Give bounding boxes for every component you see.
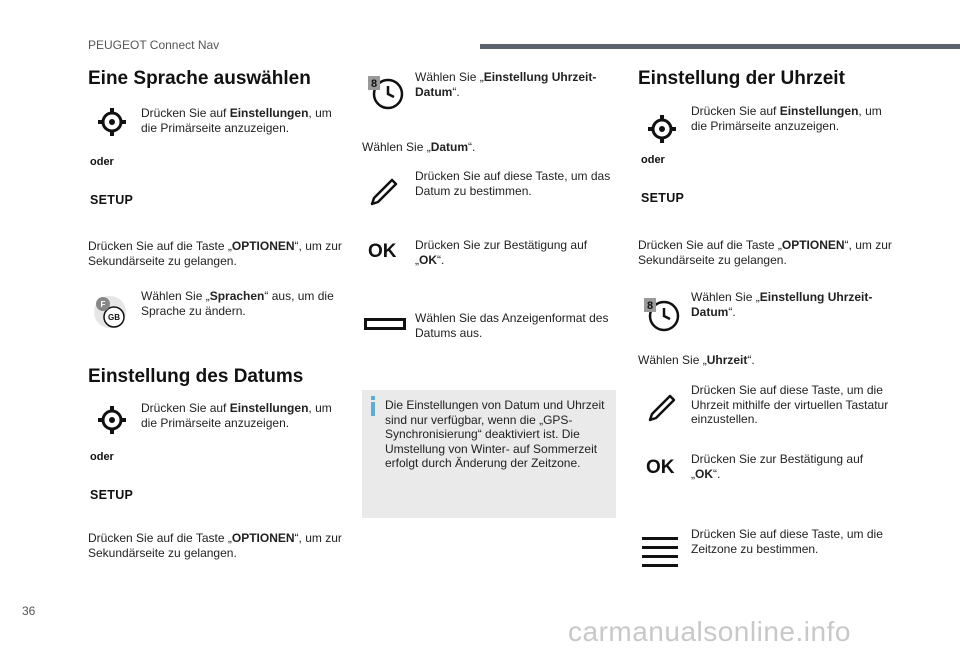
page-number: 36: [22, 604, 36, 618]
info-icon: [368, 396, 378, 416]
setup-label: SETUP: [90, 488, 134, 502]
clock-icon: [642, 296, 682, 332]
gear-icon: [96, 106, 128, 138]
time-step1: Drücken Sie auf Einstellungen, um die Primärseite anzuzeigen.: [691, 104, 882, 133]
date-format-step: Wählen Sie das Anzeigenformat des Datums aus.: [415, 311, 609, 340]
date-step1: Drücken Sie auf Einstellungen, um die Primärseite anzuzeigen.: [141, 401, 332, 430]
svg-text:GB: GB: [108, 313, 120, 322]
time-ok-step: Drücken Sie zur Bestätigung auf „OK“.: [691, 452, 864, 481]
info-note-text: Die Einstellungen von Datum und Uhrzeit sind nur verfügbar, wenn die „GPS-Synchronisierung“ deaktiviert ist. Die Umstellung von Winter- auf Sommerzeit erfolgt durch Änderung der Zeitzone.: [385, 398, 605, 470]
svg-text:8: 8: [370, 78, 378, 90]
format-bar-icon: [364, 318, 406, 330]
time-title: Einstellung der Uhrzeit: [638, 68, 845, 89]
oder-label: oder: [90, 156, 114, 168]
oder-label: oder: [641, 154, 665, 166]
language-flag-icon: [92, 294, 128, 330]
setup-label: SETUP: [641, 191, 685, 205]
svg-text:F: F: [100, 300, 106, 309]
gear-icon: [96, 404, 128, 436]
time-select-step: Wählen Sie „Einstellung Uhrzeit-Datum“.: [691, 290, 873, 319]
lang-step1: Drücken Sie auf Einstellungen, um die Primärseite anzuzeigen.: [141, 106, 332, 135]
col2-select-step: Wählen Sie „Einstellung Uhrzeit-Datum“.: [415, 70, 597, 99]
datum-step: Wählen Sie „Datum“.: [362, 140, 476, 154]
gear-icon: [646, 113, 678, 145]
date-edit-step: Drücken Sie auf diese Taste, um das Datum zu bestimmen.: [415, 169, 611, 198]
lang-title: Eine Sprache auswählen: [88, 68, 311, 89]
lang-select-step: Wählen Sie „Sprachen“ aus, um die Sprache zu ändern.: [141, 289, 334, 318]
time-edit-step: Drücken Sie auf diese Taste, um die Uhrzeit mithilfe der virtuellen Tastatur einzustellen.: [691, 383, 889, 426]
timezone-step: Drücken Sie auf diese Taste, um die Zeitzone zu bestimmen.: [691, 527, 883, 556]
pencil-icon: [368, 176, 400, 208]
ok-label: OK: [368, 241, 397, 262]
watermark: carmanualsonline.info: [568, 616, 851, 647]
header-brand: PEUGEOT Connect Nav: [88, 38, 220, 52]
date-title: Einstellung des Datums: [88, 366, 304, 387]
time-options-step: Drücken Sie auf die Taste „OPTIONEN“, um zur Sekundärseite zu gelangen.: [638, 238, 892, 267]
svg-text:8: 8: [646, 300, 654, 312]
date-ok-step: Drücken Sie zur Bestätigung auf „OK“.: [415, 238, 588, 267]
header-bar: [480, 44, 960, 49]
ok-label: OK: [646, 457, 675, 478]
lang-options-step: Drücken Sie auf die Taste „OPTIONEN“, um zur Sekundärseite zu gelangen.: [88, 239, 342, 268]
timezone-list-icon: [642, 536, 678, 568]
setup-label: SETUP: [90, 193, 134, 207]
clock-icon: [366, 74, 406, 110]
uhrzeit-step: Wählen Sie „Uhrzeit“.: [638, 353, 755, 367]
pencil-icon: [646, 392, 678, 424]
oder-label: oder: [90, 451, 114, 463]
date-options-step: Drücken Sie auf die Taste „OPTIONEN“, um zur Sekundärseite zu gelangen.: [88, 531, 342, 560]
